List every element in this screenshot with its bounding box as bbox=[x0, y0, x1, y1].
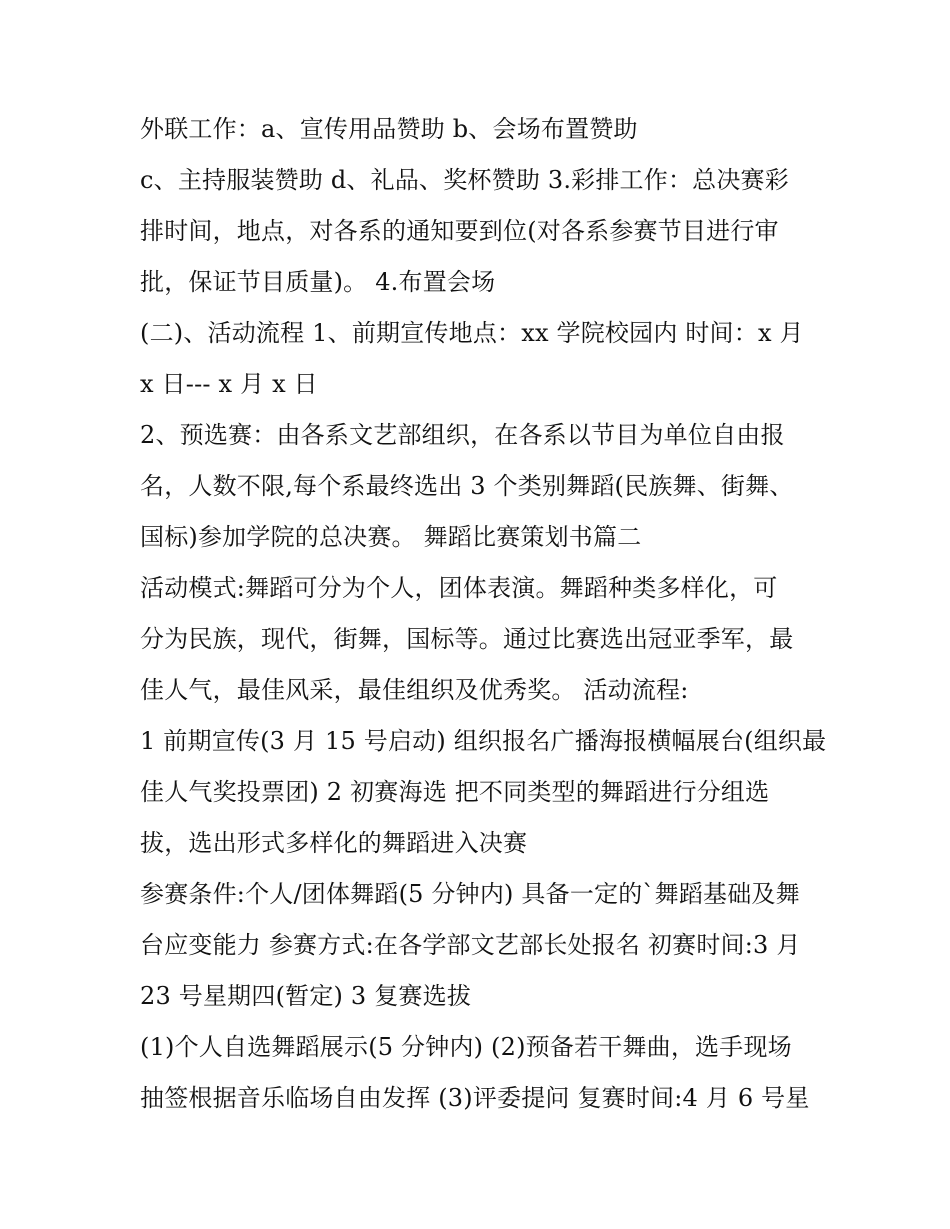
text-line: 外联工作：a、宣传用品赞助 b、会场布置赞助 bbox=[140, 115, 638, 143]
text-line: 1 前期宣传(3 月 15 号启动) 组织报名广播海报横幅展台(组织最 bbox=[140, 727, 827, 755]
text-line: 拔，选出形式多样化的舞蹈进入决赛 bbox=[140, 829, 528, 857]
text-line: 参赛条件:个人/团体舞蹈(5 分钟内) 具备一定的`舞蹈基础及舞 bbox=[140, 880, 800, 908]
text-line: 佳人气奖投票团) 2 初赛海选 把不同类型的舞蹈进行分组选 bbox=[140, 778, 770, 806]
text-line: 名，人数不限,每个系最终选出 3 个类别舞蹈(民族舞、街舞、 bbox=[140, 472, 794, 500]
text-line: 国标)参加学院的总决赛。 舞蹈比赛策划书篇二 bbox=[140, 523, 642, 551]
text-line: x 日--- x 月 x 日 bbox=[140, 370, 318, 398]
text-line: 抽签根据音乐临场自由发挥 (3)评委提问 复赛时间:4 月 6 号星 bbox=[140, 1084, 810, 1112]
text-line: c、主持服装赞助 d、礼品、奖杯赞助 3.彩排工作：总决赛彩 bbox=[140, 166, 789, 194]
text-line: 分为民族，现代，街舞，国标等。通过比赛选出冠亚季军，最 bbox=[140, 625, 794, 653]
text-line: 批，保证节目质量)。 4.布置会场 bbox=[140, 268, 496, 296]
text-line: 佳人气，最佳风采，最佳组织及优秀奖。 活动流程: bbox=[140, 676, 689, 704]
document-body bbox=[140, 104, 830, 1124]
text-line: 排时间，地点，对各系的通知要到位(对各系参赛节目进行审 bbox=[140, 217, 779, 245]
text-line: 活动模式:舞蹈可分为个人，团体表演。舞蹈种类多样化，可 bbox=[140, 574, 778, 602]
text-line: 台应变能力 参赛方式:在各学部文艺部长处报名 初赛时间:3 月 bbox=[140, 931, 801, 959]
text-line: (1)个人自选舞蹈展示(5 分钟内) (2)预备若干舞曲，选手现场 bbox=[140, 1033, 792, 1061]
text-line: 23 号星期四(暂定) 3 复赛选拔 bbox=[140, 982, 472, 1010]
text-line: 2、预选赛：由各系文艺部组织，在各系以节目为单位自由报 bbox=[140, 421, 785, 449]
text-line: (二)、活动流程 1、前期宣传地点：xx 学院校园内 时间：x 月 bbox=[140, 319, 804, 347]
